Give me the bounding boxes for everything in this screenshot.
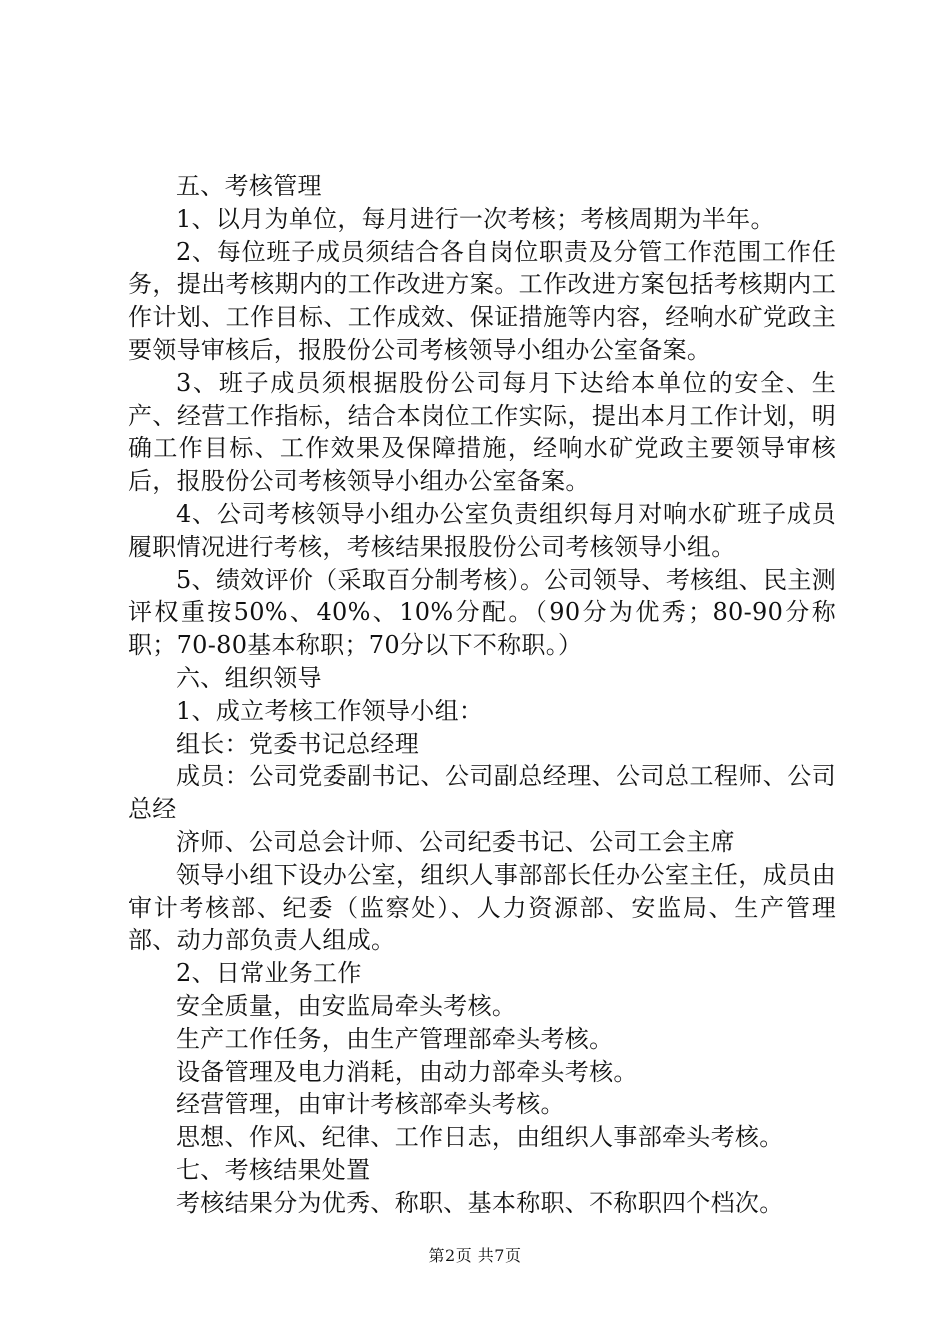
paragraph-item-4: 4、公司考核领导小组办公室负责组织每月对响水矿班子成员履职情况进行考核，考核结果报股份公司考核领导小组。 bbox=[128, 499, 836, 561]
paragraph-equipment-power: 设备管理及电力消耗，由动力部牵头考核。 bbox=[176, 1057, 638, 1086]
paragraph-group-members-cont: 济师、公司总会计师、公司纪委书记、公司工会主席 bbox=[176, 827, 735, 856]
paragraph-group-leader: 组长：党委书记总经理 bbox=[176, 729, 419, 758]
paragraph-item-5: 5、绩效评价（采取百分制考核）。公司领导、考核组、民主测评权重按50%、40%、10%分配。（90分为优秀；80-90分称职；70-80基本称职；70分以下不称职。） bbox=[128, 565, 836, 660]
section-heading-organization: 六、组织领导 bbox=[176, 663, 322, 692]
paragraph-safety-quality: 安全质量，由安监局牵头考核。 bbox=[176, 991, 517, 1020]
paragraph-leading-group: 1、成立考核工作领导小组： bbox=[176, 696, 484, 725]
paragraph-item-1: 1、以月为单位，每月进行一次考核；考核周期为半年。 bbox=[176, 204, 775, 233]
paragraph-office: 领导小组下设办公室，组织人事部部长任办公室主任，成员由审计考核部、纪委（监察处）、人力资源部、安监局、生产管理部、动力部负责人组成。 bbox=[128, 860, 836, 955]
document-body bbox=[128, 170, 836, 1220]
paragraph-item-3: 3、班子成员须根据股份公司每月下达给本单位的安全、生产、经营工作指标，结合本岗位工作实际，提出本月工作计划，明确工作目标、工作效果及保障措施，经响水矿党政主要领导审核后，报股份公司考核领导小组办公室备案。 bbox=[128, 368, 836, 496]
section-heading-assessment-management: 五、考核管理 bbox=[176, 172, 322, 200]
paragraph-group-members: 成员：公司党委副书记、公司副总经理、公司总工程师、公司总经 bbox=[128, 762, 836, 824]
page-footer: 第2页 共7页 bbox=[428, 1246, 522, 1265]
paragraph-item-2: 2、每位班子成员须结合各自岗位职责及分管工作范围工作任务，提出考核期内的工作改进方案。工作改进方案包括考核期内工作计划、工作目标、工作成效、保证措施等内容，经响水矿党政主要领导审核后，报股份公司考核领导小组办公室备案。 bbox=[128, 237, 836, 364]
paragraph-production-tasks: 生产工作任务，由生产管理部牵头考核。 bbox=[176, 1024, 614, 1053]
section-heading-results: 七、考核结果处置 bbox=[176, 1155, 371, 1184]
paragraph-ideology-discipline: 思想、作风、纪律、工作日志，由组织人事部牵头考核。 bbox=[176, 1123, 784, 1152]
paragraph-daily-work: 2、日常业务工作 bbox=[176, 959, 362, 988]
paragraph-result-levels: 考核结果分为优秀、称职、基本称职、不称职四个档次。 bbox=[176, 1188, 784, 1217]
paragraph-business-management: 经营管理，由审计考核部牵头考核。 bbox=[176, 1090, 565, 1119]
